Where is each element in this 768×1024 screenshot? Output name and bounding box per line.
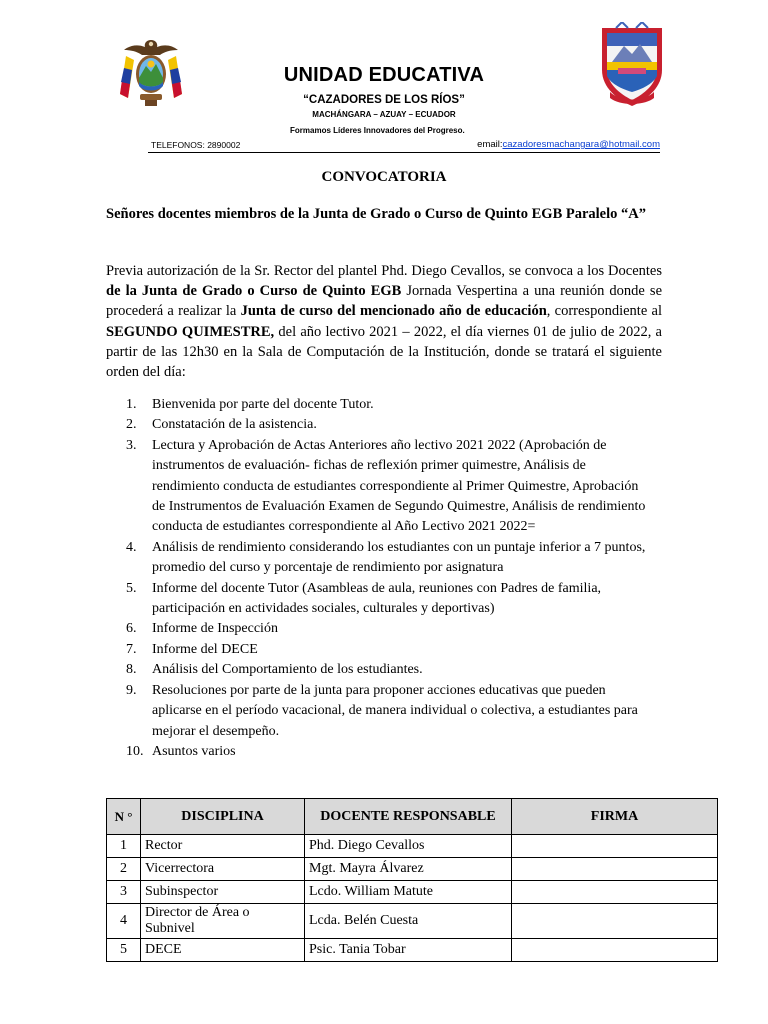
agenda-number: 8. [126, 662, 137, 678]
responsibles-table [106, 798, 718, 962]
table-row [107, 939, 718, 962]
paragraph-text-1: Previa autorización de la Sr. Rector del plantel Phd. Diego Cevallos, se convoca a los Docentes [106, 263, 662, 279]
agenda-number: 6. [126, 621, 137, 637]
phone-number: TELEFONOS: 2890002 [151, 140, 241, 150]
row-discipline: DECE [141, 939, 305, 962]
row-responsible: Lcda. Belén Cuesta [305, 904, 512, 939]
agenda-number: 5. [126, 580, 137, 596]
email-label: email: [477, 139, 503, 150]
agenda-number: 10. [126, 743, 144, 759]
row-number: 4 [107, 904, 141, 939]
agenda-number: 9. [126, 682, 137, 698]
table-row [107, 881, 718, 904]
row-number: 5 [107, 939, 141, 962]
agenda-list [106, 395, 654, 762]
row-signature [512, 881, 718, 904]
paragraph-text-3: , correspondiente al [546, 303, 662, 320]
institution-location: MACHÁNGARA – AZUAY – ECUADOR [312, 110, 456, 119]
agenda-item [106, 681, 654, 742]
agenda-item [106, 415, 654, 435]
row-responsible: Psic. Tania Tobar [305, 939, 512, 962]
header-divider [148, 152, 660, 153]
paragraph-bold-1: de la Junta de Grado o Curso de Quinto EGB [106, 283, 402, 300]
row-responsible: Lcdo. William Matute [305, 881, 512, 904]
table-row [107, 835, 718, 858]
agenda-text: Análisis del Comportamiento de los estudiantes. [152, 662, 423, 678]
agenda-text: Informe del DECE [152, 641, 258, 657]
agenda-item [106, 395, 654, 415]
table-header-row [107, 799, 718, 835]
addressee-line: Señores docentes miembros de la Junta de Grado o Curso de Quinto EGB Paralelo “A” [106, 206, 646, 222]
agenda-number: 7. [126, 641, 137, 657]
agenda-item [106, 660, 654, 680]
document-title: CONVOCATORIA [321, 169, 447, 185]
agenda-text: Informe del docente Tutor (Asambleas de aula, reuniones con Padres de familia, participación en actividades sociales, culturales y deportivas) [152, 580, 602, 617]
agenda-number: 4. [126, 539, 137, 555]
row-signature [512, 939, 718, 962]
row-discipline: Director de Área o Subnivel [141, 904, 305, 939]
agenda-number: 2. [126, 417, 137, 433]
row-discipline: Vicerrectora [141, 858, 305, 881]
row-signature [512, 858, 718, 881]
row-discipline: Subinspector [141, 881, 305, 904]
header-discipline: DISCIPLINA [141, 799, 305, 835]
convocation-paragraph [106, 261, 662, 382]
agenda-text: Resoluciones por parte de la junta para proponer acciones educativas que pueden aplicarse en el período vacacional, de manera individual o colectiva, a estudiantes para mejorar el desempeño. [152, 682, 638, 739]
agenda-item [106, 579, 654, 620]
header-number: N ° [107, 799, 141, 835]
agenda-text: Bienvenida por parte del docente Tutor. [152, 397, 374, 412]
agenda-item [106, 538, 654, 579]
table-row [107, 904, 718, 939]
row-number: 2 [107, 858, 141, 881]
institution-name: UNIDAD EDUCATIVA [283, 64, 485, 86]
row-responsible: Mgt. Mayra Álvarez [305, 858, 512, 881]
agenda-text: Informe de Inspección [152, 621, 278, 637]
header-signature: FIRMA [512, 799, 718, 835]
institution-subtitle: “CAZADORES DE LOS RÍOS” [303, 94, 465, 106]
header-responsible: DOCENTE RESPONSABLE [305, 799, 512, 835]
agenda-number: 3. [126, 437, 137, 453]
agenda-item [106, 619, 654, 639]
email-link[interactable]: cazadoresmachangara@hotmail.com [502, 139, 660, 150]
paragraph-text-2: Jornada Vespertina a una reunión donde se procederá a realizar la [106, 283, 662, 320]
row-number: 3 [107, 881, 141, 904]
agenda-number: 1. [126, 397, 137, 412]
paragraph-text-4: del año lectivo 2021 – 2022, el día viernes 01 de julio de 2022, a partir de las 12h30 en la Sala de Computación de la Institución, donde se tratará el siguiente orden del día: [106, 323, 662, 381]
row-discipline: Rector [141, 835, 305, 858]
paragraph-bold-2: Junta de curso del mencionado año de educación [240, 303, 547, 320]
agenda-text: Lectura y Aprobación de Actas Anteriores año lectivo 2021 2022 (Aprobación de instrumentos de evaluación- fichas de reflexión primer quimestre, Análisis de rendimiento conducta de estudiantes correspondiente al Primer Quimestre, Aprobación de Instrumentos de Evaluación Examen de Segundo Quimestre, Análisis de rendimiento conducta de estudiantes correspondiente al Año Lectivo 2021 2022= [152, 437, 646, 535]
email-line [477, 139, 660, 150]
row-number: 1 [107, 835, 141, 858]
institution-motto: Formamos Líderes Innovadores del Progreso. [290, 126, 465, 135]
paragraph-bold-3: SEGUNDO QUIMESTRE, [106, 323, 275, 340]
agenda-item [106, 742, 654, 762]
table-row [107, 858, 718, 881]
row-responsible: Phd. Diego Cevallos [305, 835, 512, 858]
agenda-item [106, 436, 654, 538]
row-signature [512, 904, 718, 939]
row-signature [512, 835, 718, 858]
agenda-item [106, 640, 654, 660]
agenda-text: Asuntos varios [152, 743, 236, 759]
agenda-text: Constatación de la asistencia. [152, 417, 317, 433]
agenda-text: Análisis de rendimiento considerando los estudiantes con un puntaje inferior a 7 puntos, promedio del curso y porcentaje de rendimiento por asignatura [152, 539, 646, 576]
